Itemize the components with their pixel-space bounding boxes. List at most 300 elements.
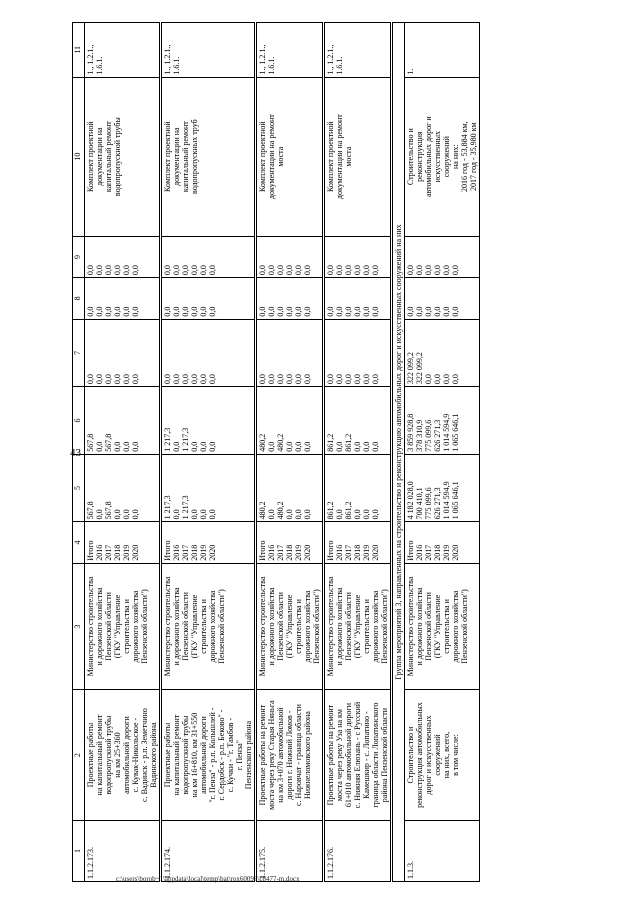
executor-line: Пензенской области") (380, 589, 389, 664)
target-links-line: 1., 1.2.1., (163, 44, 172, 75)
amount-c7-line: 0,0 (163, 374, 172, 385)
amount-c9-line: 0,0 (163, 265, 172, 276)
header-cell: 10 (73, 77, 85, 236)
activity-name-line: моста через реку Уза на км (335, 709, 344, 802)
row-id: 1.1.2.176. (324, 820, 392, 881)
header-cell: 9 (73, 236, 85, 277)
amount-c8-line: 0,0 (294, 306, 303, 317)
amount-c6-line: 567,8 (104, 433, 113, 452)
amount-c7-line: 0,0 (122, 374, 131, 385)
amount-c9-line: 0,0 (442, 265, 451, 276)
amount-c5-line: 775 099,6 (424, 487, 433, 520)
activity-name (324, 690, 392, 821)
expected-result-line: 2016 год - 53,884 км, (460, 121, 469, 192)
activity-name-line: г. Сердобск - р.п. Беково" - (217, 709, 226, 801)
amount-c6-line: 0,0 (113, 441, 122, 452)
amount-c6-line: 0,0 (294, 441, 303, 452)
amount-c6-line: 0,0 (371, 441, 380, 452)
amount-c9-line: 0,0 (276, 265, 285, 276)
amount-c5-line: 0,0 (131, 509, 140, 520)
activity-name-line: с. Нижняя Елюзань - с Русский (353, 701, 362, 809)
executor-line: (ГКУ "Управление (285, 594, 294, 659)
expected-result-line: сооружений (442, 136, 451, 178)
amount-c9-line: 0,0 (267, 265, 276, 276)
executor-line: строительства и (122, 599, 131, 654)
executor (161, 563, 256, 689)
period-line: 2017 (424, 544, 433, 561)
amount-c6 (405, 387, 480, 455)
amount-c5-line: 567,8 (86, 501, 95, 520)
amount-c5-line: 480,2 (276, 501, 285, 520)
expected-result (324, 77, 392, 236)
period-line: Итого (258, 540, 267, 561)
header-cell: 7 (73, 319, 85, 387)
amount-c6-line: 0,0 (199, 441, 208, 452)
amount-c6-line: 0,0 (353, 441, 362, 452)
table-row-total (405, 23, 480, 882)
amount-c8-line: 0,0 (267, 306, 276, 317)
amount-c9 (405, 236, 480, 277)
amount-c7-line: 0,0 (131, 374, 140, 385)
executor-line: строительства и (362, 599, 371, 654)
executor-line: Министерство строительства (406, 576, 415, 677)
amount-c7-line: 0,0 (371, 374, 380, 385)
amount-c5-line: 0,0 (113, 509, 122, 520)
amount-c9-line: 0,0 (122, 265, 131, 276)
activity-name-line: Пензенского района (244, 720, 253, 790)
amount-c8-line: 0,0 (451, 306, 460, 317)
executor-line: (ГКУ "Управление (433, 594, 442, 659)
activity-name-line: Вадинского района (149, 722, 158, 788)
table-row (161, 23, 256, 882)
header-cell: 1 (73, 820, 85, 881)
amount-c9-line: 0,0 (199, 265, 208, 276)
amount-c8-line: 0,0 (424, 306, 433, 317)
amount-c7-line: 0,0 (113, 374, 122, 385)
executor-line: дорожного хозяйства (208, 590, 217, 663)
target-links-line: 1., 1.2.1., (326, 44, 335, 75)
amount-c6 (256, 387, 324, 455)
executor-line: дорожного хозяйства (131, 590, 140, 663)
executor-line: Пензенской области") (140, 589, 149, 664)
amount-c6-line: 0,0 (335, 441, 344, 452)
executor-line: Пензенской области (424, 592, 433, 661)
amount-c5-line: 0,0 (285, 509, 294, 520)
amount-c9-line: 0,0 (424, 265, 433, 276)
amount-c5-line: 0,0 (294, 509, 303, 520)
amount-c7 (256, 319, 324, 387)
amount-c7 (324, 319, 392, 387)
rotated-table-container (72, 22, 562, 882)
activity-name-line: граница области Лопатинского (371, 702, 380, 808)
executor-line: Пензенской области (276, 592, 285, 661)
amount-c6-line: 0,0 (285, 441, 294, 452)
period-line: Итого (326, 540, 335, 561)
amount-c7-line: 0,0 (335, 374, 344, 385)
activity-name (256, 690, 324, 821)
executor-line: Пензенской области") (217, 589, 226, 664)
expected-result-line: на них: (451, 144, 460, 169)
period-line: Итого (163, 540, 172, 561)
amount-c7-line: 0,0 (451, 374, 460, 385)
executor-line: строительства и (294, 599, 303, 654)
row-id: 1.1.2.173. (85, 820, 161, 881)
amount-c9-line: 0,0 (415, 265, 424, 276)
amount-c9-line: 0,0 (86, 265, 95, 276)
target-links-line: 1.6.1. (95, 56, 104, 75)
amount-c5 (256, 454, 324, 522)
executor-line: (ГКУ "Управление (113, 594, 122, 659)
amount-c9 (324, 236, 392, 277)
target-links-line: 1.6.1. (335, 56, 344, 75)
amount-c9-line: 0,0 (104, 265, 113, 276)
period-line: 2016 (335, 544, 344, 561)
amount-c6-line: 626 271,3 (433, 419, 442, 452)
amount-c7-line: 0,0 (95, 374, 104, 385)
amount-c6-line: 1 217,3 (163, 427, 172, 452)
amount-c8-line: 0,0 (163, 306, 172, 317)
target-links-line: 1.6.1. (172, 56, 181, 75)
period (85, 522, 161, 563)
amount-c7-line: 0,0 (172, 374, 181, 385)
executor-line: Министерство строительства (258, 576, 267, 677)
activity-name (161, 690, 256, 821)
amount-c8 (256, 278, 324, 319)
activity-name-line: на км 25+360 (113, 732, 122, 778)
amount-c9-line: 0,0 (335, 265, 344, 276)
amount-c8-line: 0,0 (335, 306, 344, 317)
activity-name-line: водопропускной трубы (104, 715, 113, 795)
amount-c5-line: 0,0 (190, 509, 199, 520)
amount-c8-line: 0,0 (326, 306, 335, 317)
amount-c9-line: 0,0 (344, 265, 353, 276)
activity-name-line: Строительство и (406, 726, 415, 784)
executor-line: дорожного хозяйства (303, 590, 312, 663)
amount-c8 (324, 278, 392, 319)
amount-c8-line: 0,0 (199, 306, 208, 317)
amount-c5-line: 4 182 028,0 (406, 481, 415, 520)
amount-c7 (405, 319, 480, 387)
amount-c5-line: 567,8 (104, 501, 113, 520)
amount-c7-line: 0,0 (285, 374, 294, 385)
period-line: 2018 (353, 544, 362, 561)
activity-name-line: Нижнеломовского района (303, 711, 312, 799)
target-links (256, 23, 324, 78)
amount-c8 (85, 278, 161, 319)
amount-c6 (161, 387, 256, 455)
amount-c8-line: 0,0 (181, 306, 190, 317)
amount-c9-line: 0,0 (285, 265, 294, 276)
amount-c6-line: 0,0 (122, 441, 131, 452)
activity-name-line: Проектные работы на ремонт (326, 704, 335, 806)
amount-c6-line: 861,2 (344, 433, 353, 452)
activity-name-line: сооружений (433, 734, 442, 776)
amount-c5-line: 0,0 (95, 509, 104, 520)
amount-c5-line: 1 217,3 (163, 495, 172, 520)
period-line: 2020 (451, 544, 460, 561)
amount-c6-line: 0,0 (190, 441, 199, 452)
amount-c5-line: 0,0 (371, 509, 380, 520)
executor-line: Пензенской области (104, 592, 113, 661)
amount-c6-line: 861,2 (326, 433, 335, 452)
amount-c6-line: 1 014 594,9 (442, 413, 451, 452)
executor-line: и дорожного хозяйства (267, 587, 276, 666)
executor-line: и дорожного хозяйства (335, 587, 344, 666)
amount-c8-line: 0,0 (172, 306, 181, 317)
amount-c6-line: 1 217,3 (181, 427, 190, 452)
group-title: Группа мероприятий 3, направленных на строительство и реконструкцию автомобильных дорог и искусственных сооружений на них (392, 23, 405, 882)
target-links-line: 1. (406, 68, 415, 75)
amount-c8-line: 0,0 (276, 306, 285, 317)
row-id: 1.1.3. (405, 820, 480, 881)
header-cell: 8 (73, 278, 85, 319)
amount-c7 (161, 319, 256, 387)
amount-c7-line: 0,0 (267, 374, 276, 385)
amount-c8-line: 0,0 (344, 306, 353, 317)
period-line: 2020 (303, 544, 312, 561)
activity-name-line: Проектные работы (163, 722, 172, 788)
amount-c5 (405, 454, 480, 522)
amount-c5-line: 0,0 (172, 509, 181, 520)
expected-result-line: Комплект проектной (258, 121, 267, 193)
amount-c8-line: 0,0 (433, 306, 442, 317)
amount-c5-line: 0,0 (267, 509, 276, 520)
amount-c6-line: 0,0 (303, 441, 312, 452)
amount-c7-line: 0,0 (362, 374, 371, 385)
program-table (72, 22, 480, 882)
executor-line: Министерство строительства (86, 576, 95, 677)
amount-c7-line: 0,0 (344, 374, 353, 385)
expected-result (405, 77, 480, 236)
executor-line: и дорожного хозяйства (415, 587, 424, 666)
amount-c9-line: 0,0 (326, 265, 335, 276)
amount-c7-line: 322 099,2 (415, 352, 424, 385)
executor-line: (ГКУ "Управление (353, 594, 362, 659)
target-links (85, 23, 161, 78)
amount-c6 (85, 387, 161, 455)
amount-c7-line: 322 099,2 (406, 352, 415, 385)
expected-result (85, 77, 161, 236)
period (161, 522, 256, 563)
executor-line: и дорожного хозяйства (95, 587, 104, 666)
row-id: 1.1.2.175. (256, 820, 324, 881)
period-line: 2017 (344, 544, 353, 561)
amount-c5-line: 0,0 (208, 509, 217, 520)
amount-c9-line: 0,0 (208, 265, 217, 276)
target-links (324, 23, 392, 78)
amount-c8-line: 0,0 (371, 306, 380, 317)
amount-c6-line: 775 099,6 (424, 419, 433, 452)
amount-c9 (256, 236, 324, 277)
activity-name-line: Проектные работы на ремонт (258, 704, 267, 806)
period-line: 2018 (190, 544, 199, 561)
header-cell: 11 (73, 23, 85, 78)
amount-c7-line: 0,0 (199, 374, 208, 385)
group-row (392, 23, 405, 882)
amount-c5-line: 861,2 (344, 501, 353, 520)
activity-name-line: Проектные работы (86, 722, 95, 788)
amount-c7-line: 0,0 (424, 374, 433, 385)
executor-line: Пензенской области (181, 592, 190, 661)
executor-line: Министерство строительства (326, 576, 335, 677)
activity-name-line: с. Наровчат - граница области (294, 704, 303, 806)
executor-line: (ГКУ "Управление (190, 594, 199, 659)
executor-line: строительства и (199, 599, 208, 654)
amount-c7-line: 0,0 (190, 374, 199, 385)
amount-c5 (324, 454, 392, 522)
period-line: 2020 (208, 544, 217, 561)
activity-name-line: района Пензенской области (380, 707, 389, 803)
amount-c9-line: 0,0 (303, 265, 312, 276)
period-line: 2018 (113, 544, 122, 561)
period-line: 2019 (199, 544, 208, 561)
activity-name-line: с. Кувак-Никольское - (131, 717, 140, 793)
amount-c9-line: 0,0 (172, 265, 181, 276)
activity-name-line: дороги г. Нижний Ломов - (285, 710, 294, 800)
expected-result-line: водопропускных труб (190, 119, 199, 194)
amount-c6-line: 1 065 646,1 (451, 413, 460, 452)
amount-c5-line: 0,0 (199, 509, 208, 520)
executor (405, 563, 480, 689)
target-links-line: 1.6.1. (267, 56, 276, 75)
period-line: 2016 (267, 544, 276, 561)
period (405, 522, 480, 563)
footer-file-path: c:\users\borob~1\appdata\local\temp\bat\rox60098\c8477-m.docx (116, 875, 300, 883)
header-cell: 3 (73, 563, 85, 689)
activity-name-line: дорог и искусственных (424, 715, 433, 795)
amount-c7-line: 0,0 (326, 374, 335, 385)
period-line: 2019 (122, 544, 131, 561)
expected-result-line: моста (344, 146, 353, 167)
table-row (85, 23, 161, 882)
header-row (73, 23, 85, 882)
expected-result-line: водопропускной трубы (113, 117, 122, 197)
amount-c5-line: 1 014 594,9 (442, 481, 451, 520)
target-links-line: 1., 1.2.1., (258, 44, 267, 75)
amount-c5-line: 0,0 (353, 509, 362, 520)
amount-c8-line: 0,0 (122, 306, 131, 317)
period (324, 522, 392, 563)
period-line: 2019 (442, 544, 451, 561)
target-links (405, 23, 480, 78)
amount-c5-line: 861,2 (326, 501, 335, 520)
amount-c7-line: 0,0 (181, 374, 190, 385)
amount-c7 (85, 319, 161, 387)
amount-c9-line: 0,0 (406, 265, 415, 276)
executor (324, 563, 392, 689)
amount-c5-line: 700 410,1 (415, 487, 424, 520)
amount-c8-line: 0,0 (415, 306, 424, 317)
table-row (324, 23, 392, 882)
activity-name-line: на км 16+810, км 31+550 (190, 712, 199, 798)
expected-result-line: реконструкция (415, 131, 424, 182)
amount-c6-line: 0,0 (267, 441, 276, 452)
activity-name-line: Камешкир - с. Лопатино - (362, 711, 371, 799)
period-line: 2018 (433, 544, 442, 561)
activity-name-line: моста через реку Старая Няньга (267, 700, 276, 810)
amount-c9-line: 0,0 (433, 265, 442, 276)
header-cell: 2 (73, 690, 85, 821)
amount-c6-line: 480,2 (258, 433, 267, 452)
amount-c9 (85, 236, 161, 277)
amount-c5-line: 0,0 (335, 509, 344, 520)
amount-c8-line: 0,0 (190, 306, 199, 317)
activity-name-line: с. Вадинск - р.п. Земетчино (140, 708, 149, 802)
expected-result-line: документации на ремонт (335, 114, 344, 200)
amount-c5-line: 0,0 (303, 509, 312, 520)
activity-name-line: "г. Пенза" - р.п. Колышлей - (208, 707, 217, 803)
executor-line: Пензенской области (344, 592, 353, 661)
executor-line: Пензенской области") (460, 589, 469, 664)
amount-c8-line: 0,0 (406, 306, 415, 317)
amount-c8-line: 0,0 (131, 306, 140, 317)
amount-c8-line: 0,0 (104, 306, 113, 317)
executor (85, 563, 161, 689)
expected-result-line: моста (276, 146, 285, 167)
amount-c7-line: 0,0 (442, 374, 451, 385)
amount-c7-line: 0,0 (86, 374, 95, 385)
period (256, 522, 324, 563)
amount-c9-line: 0,0 (181, 265, 190, 276)
activity-name-line: 61+010 автомобильной дороги (344, 703, 353, 808)
amount-c7-line: 0,0 (303, 374, 312, 385)
expected-result-line: автомобильных дорог и (424, 116, 433, 198)
amount-c5-line: 626 271,3 (433, 487, 442, 520)
page-number: 43 (70, 447, 81, 459)
amount-c6-line: 3 859 928,8 (406, 413, 415, 452)
amount-c7-line: 0,0 (433, 374, 442, 385)
period-line: 2017 (181, 544, 190, 561)
amount-c6-line: 0,0 (362, 441, 371, 452)
amount-c8-line: 0,0 (442, 306, 451, 317)
period-line: 2018 (285, 544, 294, 561)
period-line: 2016 (95, 544, 104, 561)
header-cell: 4 (73, 522, 85, 563)
amount-c9-line: 0,0 (451, 265, 460, 276)
activity-name-line: реконструкция автомобильных (415, 702, 424, 808)
amount-c8-line: 0,0 (95, 306, 104, 317)
amount-c8-line: 0,0 (86, 306, 95, 317)
amount-c9 (161, 236, 256, 277)
executor-line: дорожного хозяйства (371, 590, 380, 663)
executor-line: Пензенской области") (312, 589, 321, 664)
row-id: 1.1.2.174. (161, 820, 256, 881)
target-links-line: 1., 1.2.1., (86, 44, 95, 75)
expected-result-line: документации на (172, 127, 181, 186)
amount-c5-line: 0,0 (362, 509, 371, 520)
amount-c9-line: 0,0 (353, 265, 362, 276)
amount-c9-line: 0,0 (371, 265, 380, 276)
activity-name-line: автомобильной дороги (122, 716, 131, 794)
amount-c6-line: 0,0 (131, 441, 140, 452)
activity-name-line: на них, всего, (442, 731, 451, 779)
amount-c7-line: 0,0 (104, 374, 113, 385)
amount-c9-line: 0,0 (190, 265, 199, 276)
period-line: 2019 (294, 544, 303, 561)
amount-c6-line: 378 310,9 (415, 419, 424, 452)
activity-name (405, 690, 480, 821)
amount-c5-line: 1 217,3 (181, 495, 190, 520)
expected-result-line: капитальный ремонт (104, 121, 113, 193)
amount-c7-line: 0,0 (353, 374, 362, 385)
period-line: 2020 (131, 544, 140, 561)
period-line: 2019 (362, 544, 371, 561)
expected-result-line: искусственных (433, 130, 442, 183)
period-line: 2017 (276, 544, 285, 561)
amount-c6-line: 567,8 (86, 433, 95, 452)
period-line: 2016 (415, 544, 424, 561)
executor (256, 563, 324, 689)
